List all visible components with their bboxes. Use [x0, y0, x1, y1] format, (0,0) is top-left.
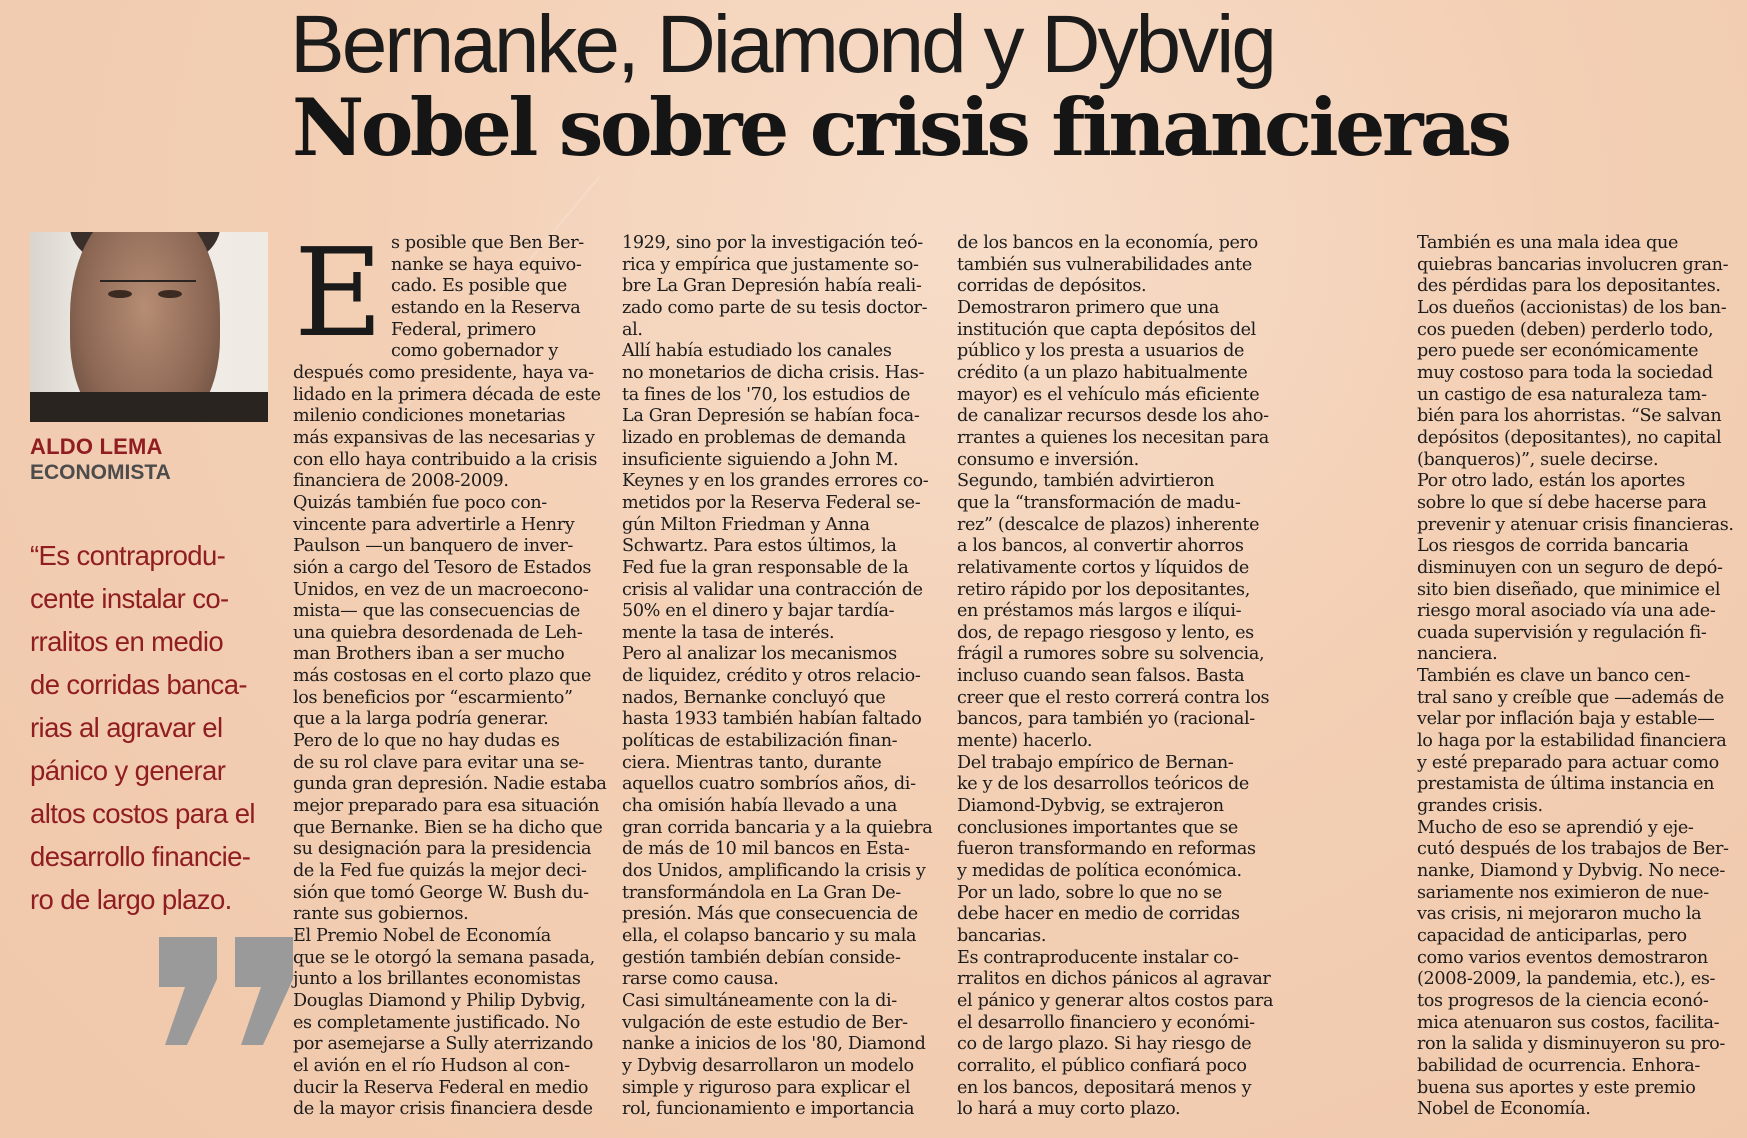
article-line: quiebras bancarias involucren gran-: [1417, 254, 1729, 275]
article-line: Douglas Diamond y Philip Dybvig,: [293, 990, 586, 1011]
article-line: prestamista de última instancia en: [1417, 774, 1715, 795]
article-line: capacidad de anticiparlas, pero: [1417, 926, 1687, 946]
article-line: tral sano y creíble que —además de: [1417, 687, 1724, 708]
article-line: el avión en el río Hudson al con-: [293, 1055, 570, 1076]
article-line: ella, el colapso bancario y su mala: [622, 926, 917, 946]
article-line: conclusiones importantes que se: [957, 817, 1238, 838]
article-line: Segundo, también advirtieron: [957, 471, 1215, 492]
article-line: el desarrollo financiero y económi-: [957, 1012, 1255, 1033]
article-line: a los bancos, al convertir ahorros: [957, 536, 1244, 557]
article-line: Diamond-Dybvig, se extrajeron: [957, 796, 1224, 817]
article-line: rez” (descalce de plazos) inherente: [957, 514, 1260, 535]
article-line: Allí había estudiado los canales: [622, 341, 892, 362]
article-line: muy costoso para toda la sociedad: [1417, 362, 1713, 383]
article-line: rralitos en dichos pánicos al agravar: [957, 969, 1271, 990]
article-line: bancos, para también yo (racional-: [957, 709, 1255, 730]
article-line: pero puede ser económicamente: [1417, 341, 1699, 362]
article-line: al.: [622, 319, 643, 340]
headline-line-2: Nobel sobre crisis financieras: [292, 81, 1509, 174]
article-line: Quizás también fue poco con-: [293, 492, 547, 513]
article-line: en los bancos, depositará menos y: [957, 1077, 1252, 1098]
article-line: de canalizar recursos desde los aho-: [957, 406, 1269, 427]
article-line: sión que tomó George W. Bush du-: [293, 882, 589, 903]
article-line: de más de 10 mil bancos en Esta-: [622, 839, 910, 860]
article-line: el pánico y generar altos costos para: [957, 990, 1274, 1011]
article-line: lo hará a muy corto plazo.: [957, 1099, 1181, 1120]
article-line: cuada supervisión y regulación fi-: [1417, 622, 1707, 643]
article-line: gún Milton Friedman y Anna: [622, 514, 870, 535]
article-line: más costosas en el corto plazo que: [293, 666, 592, 687]
article-line: sión a cargo del Tesoro de Estados: [293, 557, 592, 578]
article-line: de su rol clave para evitar una se-: [293, 752, 585, 773]
article-line: gestión también debían conside-: [622, 947, 901, 968]
article-line: Unidos, en vez de un macroecono-: [293, 579, 589, 600]
author-name: ALDO LEMA: [30, 434, 163, 459]
article-line: cutó después de los trabajos de Ber-: [1417, 839, 1729, 860]
article-line: Paulson —un banquero de inver-: [293, 536, 574, 557]
article-line: rol, funcionamiento e importancia: [622, 1099, 915, 1120]
article-line: crisis al validar una contracción de: [622, 579, 923, 600]
article-line: (2008-2009, la pandemia, etc.), es-: [1417, 969, 1716, 990]
article-line: público y los presta a usuarios de: [957, 341, 1245, 362]
article-line: debe hacer en medio de corridas: [957, 904, 1240, 925]
article-line: (banqueros)”, suele decirse.: [1417, 449, 1659, 470]
article-line: ducir la Reserva Federal en medio: [293, 1077, 589, 1098]
article-line: rrantes a quienes los necesitan para: [957, 427, 1269, 448]
article-line: 1929, sino por la investigación teó-: [622, 233, 923, 253]
article-line: Pero al analizar los mecanismos: [622, 644, 897, 665]
article-line: insuficiente siguiendo a John M.: [622, 449, 899, 470]
article-line: También es clave un banco cen-: [1417, 666, 1691, 687]
article-line: sariamente nos eximieron de nue-: [1417, 882, 1709, 903]
article-line: riesgo moral asociado vía una ade-: [1417, 601, 1716, 622]
pull-quote-line: “Es contraprodu-: [30, 540, 226, 571]
article-line: Por otro lado, están los aportes: [1417, 471, 1685, 492]
article-line: lizado en problemas de demanda: [622, 427, 906, 448]
article-line: después como presidente, haya va-: [293, 362, 594, 383]
article-line: bre La Gran Depresión había reali-: [622, 276, 922, 297]
article-line: Mucho de eso se aprendió y eje-: [1417, 817, 1694, 838]
article-line: como gobernador y: [391, 341, 558, 362]
article-line: no monetarios de dicha crisis. Has-: [622, 362, 925, 383]
article-line: que a la larga podría generar.: [293, 709, 549, 730]
article-line: dos, de repago riesgoso y lento, es: [957, 622, 1254, 643]
article-line: Federal, primero: [391, 319, 536, 340]
article-column-3: [957, 233, 1274, 1121]
article-line: des pérdidas para los depositantes.: [1417, 276, 1721, 297]
article-line: corralito, el público confiará poco: [957, 1055, 1247, 1076]
article-line: cos pueden (deben) perderlo todo,: [1417, 319, 1714, 340]
pull-quote-line: de corridas banca-: [30, 669, 247, 700]
article-line: incluso cuando sean falsos. Basta: [957, 666, 1245, 687]
article-column-2: [622, 233, 932, 1121]
closing-quote-icon: [151, 937, 301, 1045]
article-line: bancarias.: [957, 926, 1047, 946]
article-line: rica y empírica que justamente so-: [622, 254, 919, 275]
article-line: prevenir y atenuar crisis financieras.: [1417, 514, 1734, 535]
article-line: tos progresos de la ciencia econó-: [1417, 990, 1709, 1011]
article-line: transformándola en La Gran De-: [622, 882, 901, 903]
article-line: vulgación de este estudio de Ber-: [622, 1012, 908, 1033]
article-line: 50% en el dinero y bajar tardía-: [622, 601, 895, 622]
article-line: lidado en la primera década de este: [293, 384, 601, 405]
headline-line-1: Bernanke, Diamond y Dybvig: [290, 0, 1274, 90]
article-line: Pero de lo que no hay dudas es: [293, 731, 560, 752]
article-line: estando en la Reserva: [391, 297, 581, 318]
pull-quote-line: cente instalar co-: [30, 583, 229, 614]
article-line: políticas de estabilización finan-: [622, 731, 898, 752]
article-line: mayor) es el vehículo más eficiente: [957, 384, 1260, 405]
article-line: su designación para la presidencia: [293, 839, 592, 860]
article-line: metidos por la Reserva Federal se-: [622, 492, 921, 513]
article-line: lo haga por la estabilidad financiera: [1417, 731, 1727, 752]
article-line: junto a los brillantes economistas: [293, 969, 581, 990]
article-line: disminuyen con un seguro de depó-: [1417, 557, 1723, 578]
article-line: s posible que Ben Ber-: [391, 233, 584, 253]
author-photo: [30, 232, 268, 422]
article-column-4: [1417, 233, 1734, 1121]
article-line: Es contraproducente instalar co-: [957, 947, 1239, 968]
article-line: Schwartz. Para estos últimos, la: [622, 536, 897, 557]
article-line: consumo e inversión.: [957, 449, 1139, 470]
article-line: los beneficios por “escarmiento”: [293, 687, 573, 708]
article-line: Keynes y en los grandes errores co-: [622, 471, 929, 492]
pull-quote: [30, 534, 272, 921]
article-line: hasta 1933 también habían faltado: [622, 709, 922, 730]
article-line: de liquidez, crédito y otros relacio-: [622, 666, 921, 687]
article-line: una quiebra desordenada de Leh-: [293, 622, 583, 643]
article-line: El Premio Nobel de Economía: [293, 926, 551, 946]
article-line: mista— que las consecuencias de: [293, 601, 580, 622]
article-line: gran corrida bancaria y a la quiebra: [622, 817, 933, 838]
article-line: Casi simultáneamente con la di-: [622, 990, 897, 1011]
article-line: rante sus gobiernos.: [293, 904, 469, 925]
pull-quote-line: pánico y generar: [30, 755, 226, 786]
article-line: depósitos (depositantes), no capital: [1417, 427, 1722, 448]
article-line: de la mayor crisis financiera desde: [293, 1099, 593, 1120]
article-line: aquellos cuatro sombríos años, di-: [622, 774, 916, 795]
article-line: sito bien diseñado, que minimice el: [1417, 579, 1721, 600]
article-line: de la Fed fue quizás la mejor deci-: [293, 861, 587, 882]
article-line: Nobel de Economía.: [1417, 1099, 1591, 1120]
article-line: Los riesgos de corrida bancaria: [1417, 536, 1689, 557]
drop-cap: E: [294, 222, 384, 364]
article-line: ciera. Mientras tanto, durante: [622, 752, 882, 773]
article-line: dos Unidos, amplificando la crisis y: [622, 861, 926, 882]
article-line: retiro rápido por los depositantes,: [957, 579, 1250, 600]
article-line: velar por inflación baja y estable—: [1417, 709, 1715, 730]
article-line: rarse como causa.: [622, 969, 779, 990]
article-line: gunda gran depresión. Nadie estaba: [293, 774, 607, 795]
article-line: nanke, Diamond y Dybvig. No nece-: [1417, 861, 1725, 882]
article-line: más expansivas de las necesarias y: [293, 427, 595, 448]
article-line: en préstamos más largos e ilíqui-: [957, 601, 1242, 622]
pull-quote-line: rralitos en medio: [30, 626, 224, 657]
article-line: y esté preparado para actuar como: [1417, 752, 1719, 773]
article-line: que se le otorgó la semana pasada,: [293, 947, 595, 968]
article-line: relativamente cortos y líquidos de: [957, 557, 1249, 578]
article-line: Demostraron primero que una: [957, 297, 1220, 318]
article-line: vincente para advertirle a Henry: [293, 514, 575, 535]
article-line: que la “transformación de madu-: [957, 492, 1241, 513]
article-line: zado como parte de su tesis doctor-: [622, 297, 928, 318]
pull-quote-line: altos costos para el: [30, 798, 255, 829]
article-line: co de largo plazo. Si hay riesgo de: [957, 1034, 1252, 1055]
article-line: vas crisis, ni mejoraron mucho la: [1417, 904, 1702, 925]
article-line: mica atenuaron sus costos, facilita-: [1417, 1012, 1720, 1033]
article-line: como varios eventos demostraron: [1417, 947, 1708, 968]
article-line: cha omisión había llevado a una: [622, 796, 898, 817]
article-line: mejor preparado para esa situación: [293, 796, 600, 817]
article-line: financiera de 2008-2009.: [293, 471, 509, 492]
article-line: nados, Bernanke concluyó que: [622, 687, 886, 708]
article-line: grandes crisis.: [1417, 796, 1543, 817]
article-line: y medidas de política económica.: [957, 861, 1242, 882]
article-line: frágil a rumores sobre su solvencia,: [957, 644, 1265, 665]
article-line: nanke a inicios de los '80, Diamond: [622, 1034, 926, 1055]
article-line: nanke se haya equivo-: [391, 254, 582, 275]
pull-quote-line: desarrollo financie-: [30, 841, 251, 872]
article-line: Por un lado, sobre lo que no se: [957, 882, 1222, 903]
article-line: de los bancos en la economía, pero: [957, 233, 1258, 253]
article-line: ke y de los desarrollos teóricos de: [957, 774, 1249, 795]
article-line: institución que capta depósitos del: [957, 319, 1256, 340]
article-line: creer que el resto correrá contra los: [957, 687, 1270, 708]
article-line: mente) hacerlo.: [957, 731, 1093, 752]
article-line: milenio condiciones monetarias: [293, 406, 566, 427]
article-line: mente la tasa de interés.: [622, 622, 835, 643]
pull-quote-line: rias al agravar el: [30, 712, 223, 743]
article-line: cado. Es posible que: [391, 276, 567, 297]
article-line: con ello haya contribuido a la crisis: [293, 449, 598, 470]
article-line: nanciera.: [1417, 644, 1498, 665]
article-line: que Bernanke. Bien se ha dicho que: [293, 817, 603, 838]
article-line: Fed fue la gran responsable de la: [622, 557, 909, 578]
article-line: es completamente justificado. No: [293, 1012, 581, 1033]
article-line: La Gran Depresión se habían foca-: [622, 406, 920, 427]
article-line: por asemejarse a Sully aterrizando: [293, 1034, 593, 1055]
article-line: sobre lo que sí debe hacerse para: [1417, 492, 1707, 513]
article-line: presión. Más que consecuencia de: [622, 904, 918, 925]
article-line: un castigo de esa naturaleza tam-: [1417, 384, 1707, 405]
article-line: babilidad de ocurrencia. Enhora-: [1417, 1055, 1701, 1076]
article-line: ron la salida y disminuyeron su pro-: [1417, 1034, 1726, 1055]
article-column-1: [293, 222, 607, 1121]
article-line: buena sus aportes y este premio: [1417, 1077, 1696, 1098]
article-line: bién para los ahorristas. “Se salvan: [1417, 406, 1722, 427]
article-line: man Brothers iban a ser mucho: [293, 644, 565, 665]
article-line: crédito (a un plazo habitualmente: [957, 362, 1248, 383]
article-line: simple y riguroso para explicar el: [622, 1077, 911, 1098]
article-line: También es una mala idea que: [1417, 233, 1679, 253]
article-line: y Dybvig desarrollaron un modelo: [622, 1055, 914, 1076]
article-line: Los dueños (accionistas) de los ban-: [1417, 297, 1727, 318]
article-line: ta fines de los '70, los estudios de: [622, 384, 911, 405]
article-line: también sus vulnerabilidades ante: [957, 254, 1252, 275]
author-role: ECONOMISTA: [30, 461, 171, 484]
article-line: Del trabajo empírico de Bernan-: [957, 752, 1234, 773]
article-line: corridas de depósitos.: [957, 276, 1147, 297]
pull-quote-line: ro de largo plazo.: [30, 884, 232, 915]
article-line: fueron transformando en reformas: [957, 839, 1256, 860]
